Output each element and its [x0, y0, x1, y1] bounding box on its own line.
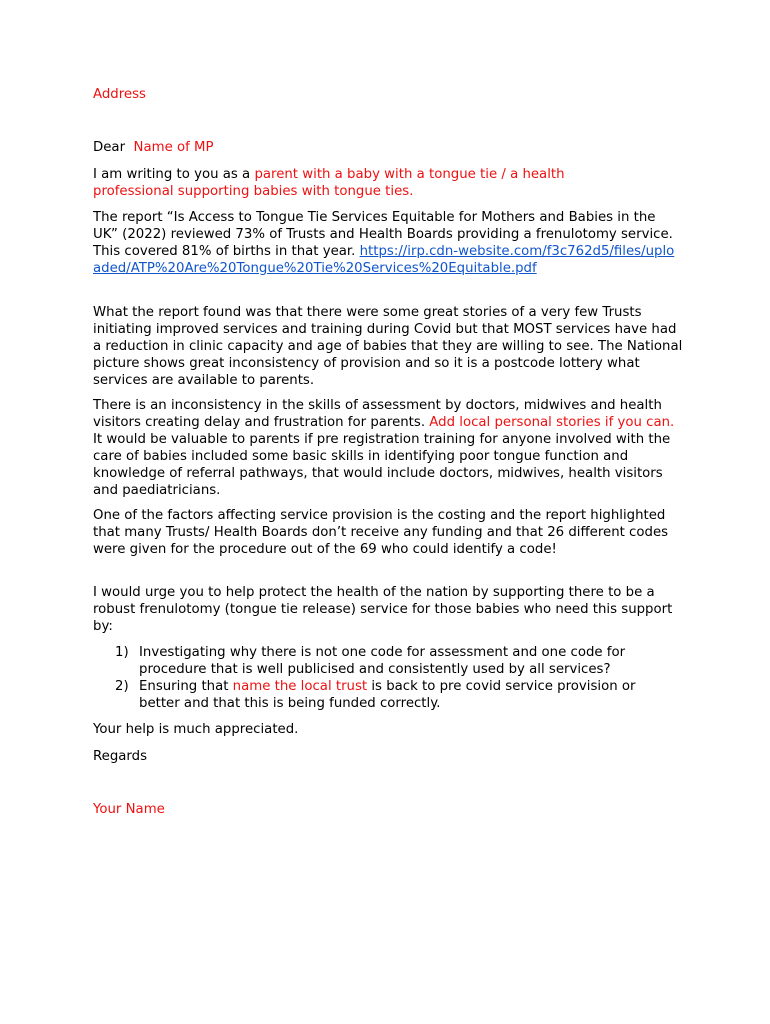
- list-item-text-start: Ensuring that: [139, 679, 233, 694]
- appreciation-line: Your help is much appreciated.: [93, 722, 299, 737]
- inconsistency-text-end: It would be valuable to parents if pre registration training for anyone involved with the care of babies included some basic skills in identifying poor tongue function and knowledge of referral pathways, that would include doctors, midwives, health visitors and paediatricians.: [93, 432, 671, 498]
- inconsistency-text: There is an inconsistency in the skills of assessment by doctors, midwives and health visitors creating delay and frustration for parents.: [93, 398, 662, 430]
- report-paragraph: [93, 209, 678, 277]
- list-item-text: Investigating why there is not one code for assessment and one code for procedure that is well publicised and consistently used by all services?: [139, 645, 626, 677]
- list-item-text-end: is back to pre covid service provision or better and that this is being funded correctly.: [139, 679, 636, 711]
- salutation: Dear: [93, 140, 126, 155]
- salutation-line: [93, 139, 683, 156]
- intro-text: I am writing to you as a: [93, 167, 255, 182]
- urge-paragraph: I would urge you to help protect the health of the nation by supporting there to be a robust frenulotomy (tongue tie release) service for those babies who need this support by:: [93, 585, 673, 634]
- list-number: 2): [115, 679, 129, 694]
- inconsistency-paragraph: [93, 397, 683, 499]
- mp-name-placeholder: Name of MP: [133, 140, 214, 155]
- report-text: The report “Is Access to Tongue Tie Services Equitable for Mothers and Babies in the UK” (2022) reviewed 73% of Trusts and Health Boards providing a frenulotomy service. This covered 81% of births in that year.: [93, 210, 673, 259]
- list-item-text: [139, 678, 679, 712]
- regards-line: Regards: [93, 749, 148, 764]
- your-name-placeholder: Your Name: [93, 802, 165, 817]
- costing-paragraph: One of the factors affecting service provision is the costing and the report highlighted that many Trusts/ Health Boards don’t receive any funding and that 26 different codes were given for the procedure out of the 69 who could identify a code!: [93, 508, 669, 557]
- findings-paragraph: What the report found was that there were some great stories of a very few Trusts initiating improved services and training during Covid but that MOST services have had a reduction in clinic capacity and age of babies that they are willing to see. The National picture shows great inconsistency of provision and so it is a postcode lottery what services are available to parents.: [93, 305, 683, 388]
- local-stories-placeholder: Add local personal stories if you can.: [429, 415, 675, 430]
- local-trust-placeholder: name the local trust: [232, 679, 368, 694]
- role-placeholder: parent with a baby with a tongue tie / a health professional supporting babies with tongue ties.: [93, 167, 565, 199]
- address-placeholder: Address: [93, 87, 146, 102]
- intro-paragraph: [93, 166, 613, 200]
- list-number: 1): [115, 645, 129, 660]
- report-link[interactable]: https://irp.cdn-website.com/f3c762d5/files/uploaded/ATP%20Are%20Tongue%20Tie%20Services%20Equitable.pdf: [93, 244, 675, 276]
